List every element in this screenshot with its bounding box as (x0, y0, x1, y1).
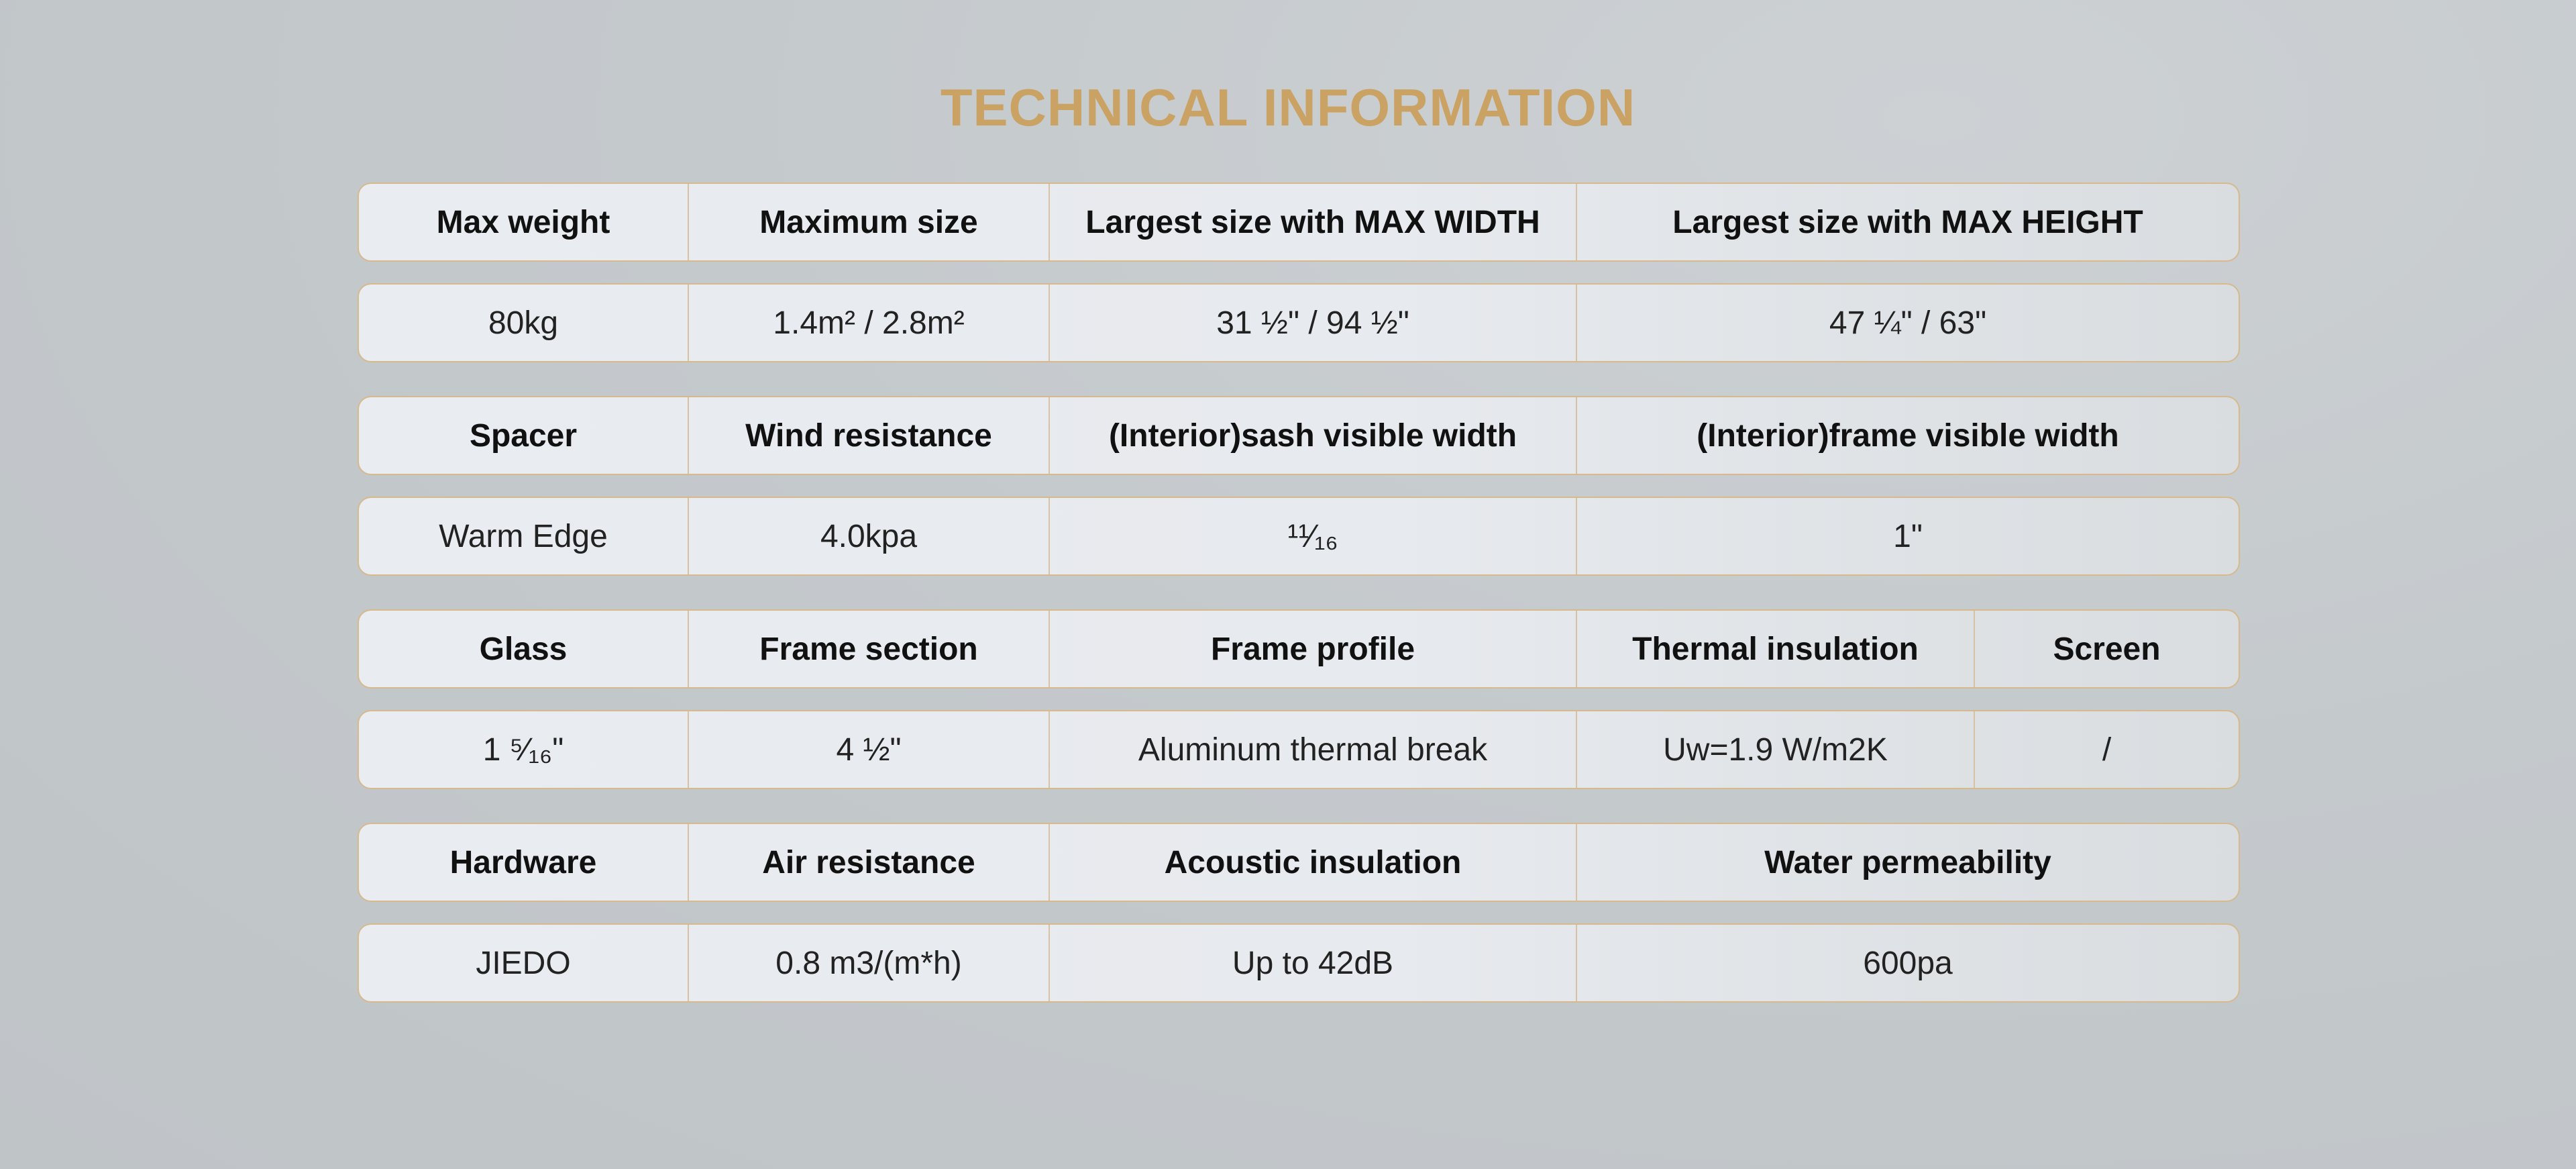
page-title: TECHNICAL INFORMATION (940, 78, 1636, 137)
header-thermal-insulation: Thermal insulation (1576, 611, 1974, 687)
header-spacer: Spacer (469, 417, 578, 454)
value-screen: / (1974, 711, 2239, 788)
table-row-header-2 (358, 396, 2240, 475)
value-max-weight: 80kg (488, 305, 559, 341)
value-frame-visible-width: 1" (1576, 498, 2239, 574)
header-sash-visible-width: (Interior)sash visible width (1049, 397, 1576, 474)
header-wind-resistance: Wind resistance (688, 397, 1049, 474)
value-largest-size-max-width: 31 ½" / 94 ½" (1049, 285, 1576, 361)
technical-info-table (358, 183, 2240, 1003)
header-frame-section: Frame section (688, 611, 1049, 687)
header-water-permeability: Water permeability (1576, 824, 2239, 901)
value-wind-resistance: 4.0kpa (688, 498, 1049, 574)
value-acoustic-insulation: Up to 42dB (1049, 925, 1576, 1001)
value-thermal-insulation: Uw=1.9 W/m2K (1576, 711, 1974, 788)
value-hardware: JIEDO (476, 945, 571, 981)
header-hardware: Hardware (449, 844, 597, 880)
value-frame-profile: Aluminum thermal break (1049, 711, 1576, 788)
header-acoustic-insulation: Acoustic insulation (1049, 824, 1576, 901)
value-spacer: Warm Edge (439, 518, 608, 554)
table-row-header-1 (358, 183, 2240, 262)
header-largest-size-max-width: Largest size with MAX WIDTH (1049, 184, 1576, 260)
table-row-header-4 (358, 823, 2240, 902)
value-largest-size-max-height: 47 ¼" / 63" (1576, 285, 2239, 361)
header-frame-visible-width: (Interior)frame visible width (1576, 397, 2239, 474)
header-glass: Glass (479, 631, 568, 667)
table-row-values-1 (358, 283, 2240, 362)
header-screen: Screen (1974, 611, 2239, 687)
value-water-permeability: 600pa (1576, 925, 2239, 1001)
value-maximum-size: 1.4m² / 2.8m² (688, 285, 1049, 361)
header-largest-size-max-height: Largest size with MAX HEIGHT (1576, 184, 2239, 260)
value-frame-section: 4 ½" (688, 711, 1049, 788)
table-row-values-2 (358, 497, 2240, 576)
table-row-values-3 (358, 710, 2240, 789)
header-air-resistance: Air resistance (688, 824, 1049, 901)
value-sash-visible-width: ¹¹⁄₁₆ (1049, 498, 1576, 574)
table-row-values-4 (358, 923, 2240, 1003)
header-frame-profile: Frame profile (1049, 611, 1576, 687)
table-row-header-3 (358, 609, 2240, 689)
header-maximum-size: Maximum size (688, 184, 1049, 260)
header-max-weight: Max weight (436, 204, 610, 240)
value-glass: 1 ⁵⁄₁₆" (482, 731, 564, 768)
value-air-resistance: 0.8 m3/(m*h) (688, 925, 1049, 1001)
